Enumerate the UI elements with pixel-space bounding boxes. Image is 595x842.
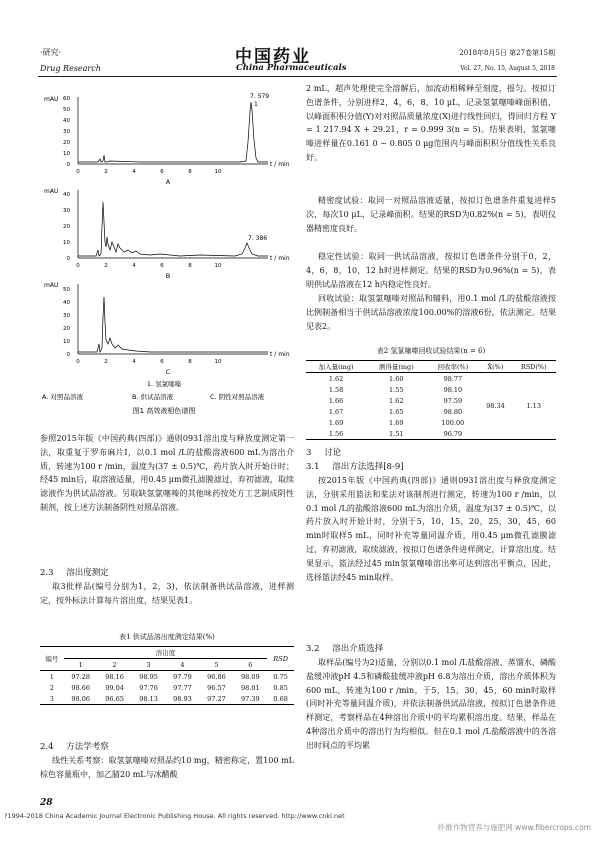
right-para-6 (306, 656, 556, 753)
panel-letter-a: A (165, 178, 171, 186)
table-1 (40, 632, 294, 705)
table-cell: 97.28 (71, 672, 90, 681)
table-cell: 1.65 (389, 407, 404, 416)
y-ticks-b (63, 192, 71, 262)
y-tick: 20 (63, 140, 70, 146)
panel-letter-b: B (165, 272, 171, 280)
y-tick: 50 (63, 107, 70, 113)
issue-info-en: Vol. 27, No. 15, August 5, 2018 (460, 65, 555, 72)
section-title: 讨论 (324, 448, 342, 458)
table-1-rsd-label: RSD (267, 647, 294, 671)
section-title: 溶出方法选择[8-9] (332, 462, 404, 472)
section-number: 2.4 (40, 742, 54, 752)
journal-title: 中国药业 (235, 47, 311, 67)
table-cell: 98.09 (241, 672, 260, 681)
table-row (40, 671, 294, 683)
section-3-2 (306, 642, 383, 654)
left-para-2 (40, 580, 294, 608)
x-tick: 4 (132, 169, 136, 175)
table-cell: 98.13 (139, 694, 158, 703)
paragraph: 稳定性试验：取同一供试品溶液，按拟订色谱条件分别于0，2，4，6，8，10，12 h时进样测定。结果的RSD为0.96%(n = 5)，表明供试品溶液在12 h内稳定性良好。 (306, 252, 556, 289)
table-2-caption: 表2 氢氯噻嗪回收试验结果(n = 6) (376, 347, 486, 355)
table-1-group-label: 溶出度 (64, 647, 268, 659)
y-tick: 30 (63, 208, 70, 214)
y-tick: 30 (63, 129, 70, 135)
x-ticks-c (76, 359, 222, 365)
table-cell: 1.58 (328, 385, 344, 394)
table-1-header: 4 (180, 660, 185, 669)
section-label: ·研究· (40, 48, 62, 57)
table-cell: 98.06 (71, 694, 90, 703)
table-cell: 96.86 (207, 672, 226, 681)
table-cell: 1.55 (389, 385, 404, 394)
table-cell: 3 (49, 694, 54, 703)
x-unit-c: t / min (270, 351, 290, 358)
y-tick: 0 (66, 352, 70, 358)
section-title: 溶出介质选择 (332, 644, 384, 654)
y-tick: 60 (63, 96, 70, 102)
right-para-3 (306, 250, 556, 291)
page-number: 28 (40, 798, 53, 808)
legend-b: B. 供试品溶液 (132, 393, 174, 401)
x-tick: 4 (132, 263, 136, 269)
table-cell: 98.01 (241, 683, 260, 692)
panel-a (44, 93, 290, 186)
table-cell: 1.62 (389, 396, 404, 405)
chromatogram-figure (40, 82, 302, 422)
table-cell: 1 (49, 672, 54, 681)
x-tick: 4 (132, 359, 136, 365)
section-3 (306, 446, 341, 458)
x-tick: 10 (214, 263, 222, 269)
left-para-1 (40, 432, 294, 515)
y-tick: 40 (63, 192, 70, 198)
y-unit-c: mAU (44, 282, 59, 289)
y-tick: 0 (66, 162, 70, 168)
table-cell: 100.00 (441, 418, 465, 427)
y-tick: 20 (63, 326, 70, 332)
table-cell: 1.69 (328, 418, 344, 427)
table-cell: 98.95 (139, 672, 158, 681)
table-cell: 97.59 (443, 396, 463, 405)
trace-b (78, 202, 268, 256)
section-2-3 (40, 566, 109, 578)
table-2-header: 回收率(%) (437, 363, 469, 371)
table-2-header: RSD(%) (520, 362, 547, 371)
table-1-header: 6 (248, 660, 253, 669)
y-tick: 50 (63, 287, 70, 293)
section-title: 方法学考察 (66, 742, 109, 752)
legend-a: A. 对照品溶液 (42, 393, 83, 401)
table-cell: 1.60 (389, 374, 404, 383)
section-number: 2.3 (40, 568, 54, 578)
table-cell: 96.65 (105, 694, 124, 703)
table-1-header: 5 (214, 660, 219, 669)
table-2-header: X̄(%) (487, 362, 504, 371)
table-cell-rsd: 1.13 (511, 373, 556, 440)
x-tick: 0 (76, 359, 80, 365)
table-cell: 97.27 (207, 694, 226, 703)
x-tick: 10 (214, 359, 222, 365)
table-cell-mean: 98.34 (479, 373, 511, 440)
table-cell: 1.62 (328, 374, 344, 383)
section-number: 3.1 (306, 462, 320, 472)
table-1-header: 3 (146, 660, 151, 669)
y-ticks-a (63, 96, 71, 168)
trace-a (78, 102, 268, 162)
figure-caption: 图1 高效液相色谱图 (132, 407, 196, 415)
x-tick: 10 (214, 169, 222, 175)
x-unit-b: t / min (270, 255, 290, 262)
watermark-text: 纤维作物营养与施肥网 www.fibercrops.com (437, 823, 591, 832)
y-ticks-c (63, 287, 71, 358)
paragraph: 取3批样品(编号分别为1，2，3)，依法制备供试品溶液，进样测定，按外标法计算每片溶出度，结果见表1。 (40, 582, 294, 605)
table-1-grid (40, 646, 294, 705)
section-number: 3.2 (306, 644, 320, 654)
table-cell: 1.69 (389, 418, 404, 427)
table-1-header: 2 (112, 660, 117, 669)
table-cell: 98.66 (71, 683, 90, 692)
table-cell: 98.10 (443, 385, 463, 394)
header-rule (38, 76, 557, 77)
y-tick: 10 (63, 240, 70, 246)
section-title: 溶出度测定 (66, 568, 109, 578)
x-tick: 2 (104, 263, 108, 269)
peak-label-b: 7. 386 (248, 235, 268, 242)
table-2-header: 加入量(mg) (318, 363, 354, 371)
table-cell: 0.75 (273, 672, 288, 681)
table-cell: 1.56 (328, 429, 344, 438)
y-tick: 20 (63, 224, 70, 230)
y-tick: 40 (63, 118, 70, 124)
section-3-1 (306, 460, 404, 472)
y-unit-a: mAU (44, 96, 59, 103)
table-cell: 98.16 (105, 672, 124, 681)
paragraph: 回收试验：取氢氯噻嗪对照品和辅料，用0.1 mol /L的盐酸溶液按比例制备相当于供试品溶液浓度100.00%的溶液6份，依法测定。结果见表2。 (306, 294, 556, 331)
peak-label-a: 7. 579 (250, 93, 270, 100)
table-cell: 97.77 (173, 683, 192, 692)
x-ticks-a (76, 169, 222, 175)
table-2-grid (306, 360, 556, 440)
table-cell: 97.76 (139, 683, 158, 692)
panel-c (44, 282, 290, 376)
table-cell: 98.77 (443, 374, 463, 383)
x-tick: 8 (188, 169, 192, 175)
table-cell: 1.66 (328, 396, 344, 405)
section-label-en: Drug Research (40, 64, 101, 73)
paragraph: 按2015年版《中国药典(四部)》通则0931溶出度与释放度测定法，分别采用篮法和桨法对该制剂进行测定，转速为100 r /min，以0.1 mol /L的盐酸溶液600 mL为溶出介质，温度为(37 ± 0.5)℃，以药片放入时开始计时，分别于5，10，15，20，25，30，45，60 min时取样5 mL，同时补充等量同温介质，用0.45 μm微孔滤膜滤过，弃初滤液，取续滤液，按拟订色谱条件进样测定，计算溶出度。结果显示，篮法经过45 min氢氯噻嗪溶出率可达到溶出平衡点，因此，选择篮法经45 min取样。 (306, 476, 556, 582)
right-para-1 (306, 82, 556, 165)
right-para-5 (306, 474, 556, 584)
copyright-line: ?1994-2018 China Academic Journal Electronic Publishing House. All rights reserved. http://www.cnki.net (4, 812, 345, 820)
paragraph: 参照2015年版《中国药典(四部)》通则0931溶出度与释放度测定第一法，取重复于罗布麻片Ⅰ，以0.1 mol /L的盐酸溶液600 mL为溶出介质，转速为100 r /min，温度为(37 ± 0.5)℃，药片放入时开始计时；经45 min后，取溶液适量，用0.45 μm微孔滤膜滤过，弃初滤液，取续滤液作为供试品溶液。另取缺氢氯噻嗪的其他味药按处方工艺制成阴性制剂，按上述方法制备阴性对照品溶液。 (40, 434, 294, 512)
peak-number-a: 1 (254, 101, 258, 108)
x-unit-a: t / min (270, 161, 290, 168)
x-tick: 6 (160, 169, 164, 175)
compound-label: 1. 氢氯噻嗪 (146, 380, 182, 388)
x-ticks-b (76, 263, 222, 269)
x-tick: 2 (104, 359, 108, 365)
table-cell: 1.67 (328, 407, 344, 416)
x-tick: 8 (188, 359, 192, 365)
y-tick: 40 (63, 300, 70, 306)
journal-title-en: China Pharmaceuticals (236, 63, 347, 73)
x-tick: 0 (76, 169, 80, 175)
right-para-4 (306, 292, 556, 333)
table-cell: 96.57 (207, 683, 226, 692)
panel-b (44, 188, 290, 280)
section-2-4 (40, 740, 109, 752)
x-tick: 2 (104, 169, 108, 175)
paragraph: 2 mL，超声处理使完全溶解后，加流动相稀释至刻度，摇匀。按拟订色谱条件，分别进样2，4，6，8，10 μL，记录氢氯噻嗪峰面积值，以峰面积积分值(Y)对对照品质量浓度(X)进行线性回归，得回归方程 Y = 1 217.94 X + 29.21，r = 0.999 3(n = 5)。结果表明，氢氯噻嗪进样量在0.161 0 ~ 0.805 0 μg范围内与峰面积积分值线性关系良好。 (306, 84, 556, 162)
trace-c (78, 297, 268, 352)
y-tick: 30 (63, 313, 70, 319)
x-tick: 0 (76, 263, 80, 269)
table-2-header: 测得量(mg) (378, 363, 414, 371)
x-tick: 8 (188, 263, 192, 269)
table-cell: 0.68 (273, 694, 288, 703)
table-1-col-label: 编号 (40, 647, 64, 671)
table-cell: 0.85 (273, 683, 288, 692)
table-cell: 98.80 (443, 407, 463, 416)
paragraph: 精密度试验：取同一对照品溶液适量，按拟订色谱条件重复进样5次，每次10 μL，记录峰面积。结果的RSD为0.82%(n = 5)，表明仪器精密度良好。 (306, 196, 556, 233)
table-row (40, 693, 294, 705)
table-cell: 1.51 (389, 429, 404, 438)
left-para-3 (40, 754, 294, 782)
table-cell: 2 (49, 683, 54, 692)
y-tick: 10 (63, 151, 70, 157)
table-cell: 96.79 (443, 429, 463, 438)
table-1-caption: 表1 供试品溶出度测定结果(%) (119, 633, 215, 641)
table-2 (306, 346, 556, 440)
y-unit-b: mAU (44, 188, 59, 195)
table-row (306, 373, 556, 385)
x-tick: 6 (160, 263, 164, 269)
right-para-2 (306, 194, 556, 235)
table-cell: 97.39 (241, 694, 260, 703)
table-1-header: 1 (78, 660, 83, 669)
panel-letter-c: C (165, 368, 171, 376)
table-cell: 97.79 (173, 672, 192, 681)
paragraph: 取样品(编号为2)适量，分别以0.1 mol /L盐酸溶液、蒸馏水、磷酸盐缓冲液pH 4.5和磷酸盐缓冲液pH 6.8为溶出介质，溶出介质体积为600 mL，转速为100 r /min，于5，15，30，45，60 min时取样(同时补充等量同温介质)，并依法制备供试品溶液，按拟订色谱条件进样测定，考察样品在4种溶出介质中的平均累积溶出度。结果，样品在4种溶出介质中的溶出行为均相似。但在0.1 mol /L盐酸溶液中的各溶出时间点的平均累 (306, 658, 556, 750)
y-tick: 10 (63, 339, 70, 345)
y-tick: 0 (66, 256, 70, 262)
section-number: 3 (306, 448, 312, 458)
table-cell: 99.04 (105, 683, 124, 692)
table-cell: 98.93 (173, 694, 192, 703)
legend-c: C. 阴性对照品溶液 (210, 393, 265, 401)
paragraph: 线性关系考察：取氢氯噻嗪对照品约10 mg，精密称定，置100 mL棕色容量瓶中，加乙腈20 mL与冰醋酸 (40, 756, 294, 779)
x-tick: 6 (160, 359, 164, 365)
table-row (40, 682, 294, 693)
issue-info: 2018年8月5日 第27卷第15期 (459, 49, 555, 57)
